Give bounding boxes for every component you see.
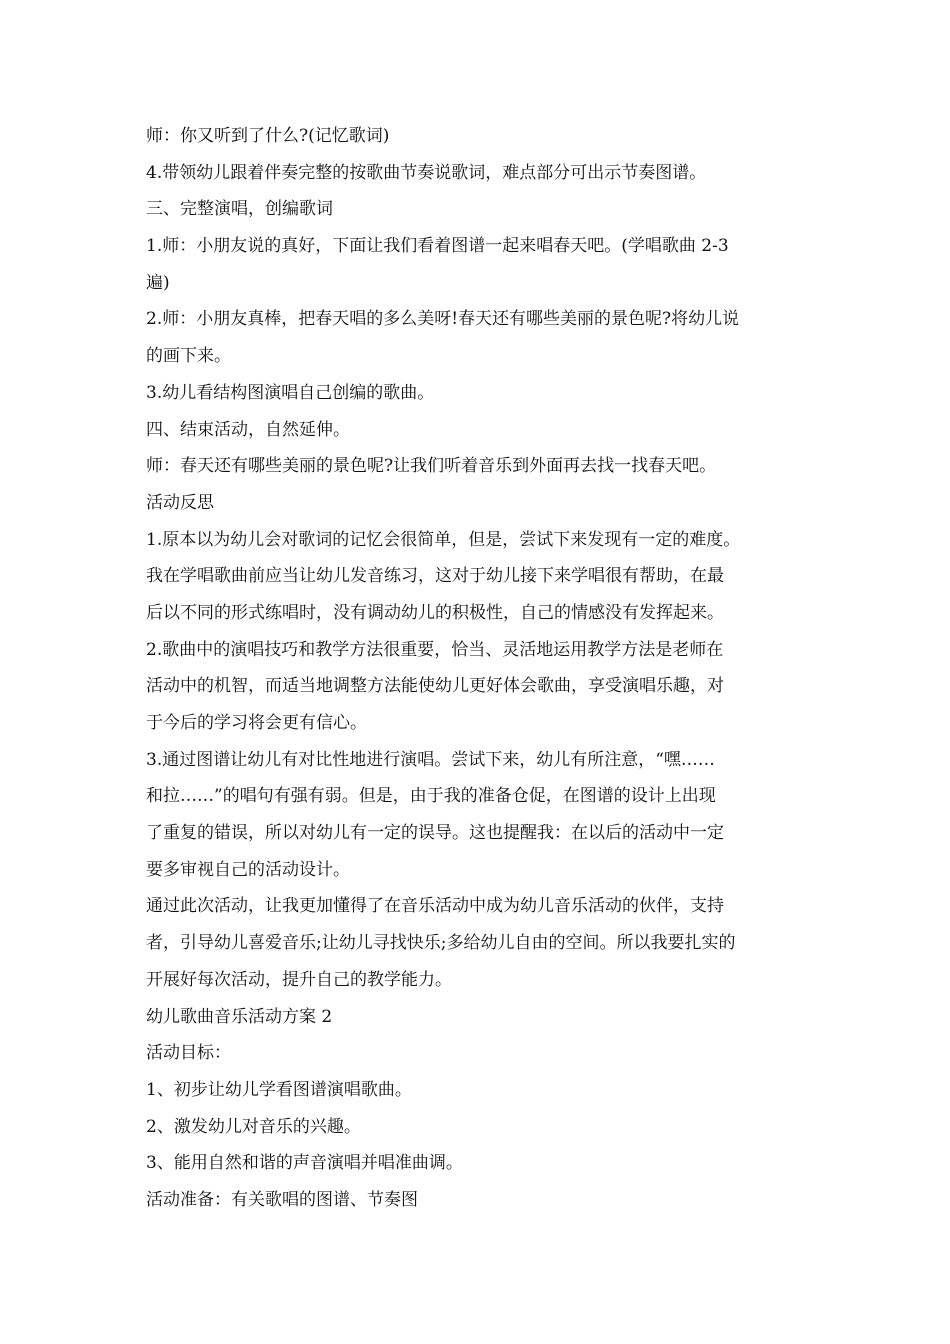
section-heading: 四、结束活动，自然延伸。 [146, 419, 350, 440]
list-item: 3、能用自然和谐的声音演唱并唱准曲调。 [146, 1153, 463, 1174]
text-line: 通过此次活动，让我更加懂得了在音乐活动中成为幼儿音乐活动的伙伴，支持 [146, 896, 724, 917]
text-line: 了重复的错误，所以对幼儿有一定的误导。这也提醒我：在以后的活动中一定 [146, 823, 724, 844]
text-line: 1.原本以为幼儿会对歌词的记忆会很简单，但是，尝试下来发现有一定的难度。 [146, 529, 741, 550]
text-line: 于今后的学习将会更有信心。 [146, 713, 367, 733]
text-line: 遍) [146, 272, 170, 293]
text-line: 活动准备：有关歌唱的图谱、节奏图 [146, 1189, 418, 1210]
text-line: 后以不同的形式练唱时，没有调动幼儿的积极性，自己的情感没有发挥起来。 [146, 602, 724, 623]
text-line: 和拉……”的唱句有强有弱。但是，由于我的准备仓促，在图谱的设计上出现 [146, 786, 716, 807]
text-line: 师：你又听到了什么?(记忆歌词) [146, 126, 390, 146]
text-line: 2.师：小朋友真棒，把春天唱的多么美呀!春天还有哪些美丽的景色呢?将幼儿说 [146, 309, 740, 330]
section-heading: 三、完整演唱，创编歌词 [146, 199, 333, 220]
section-heading: 活动目标： [146, 1043, 231, 1064]
section-heading: 活动反思 [146, 492, 214, 513]
text-line: 师：春天还有哪些美丽的景色呢?让我们听着音乐到外面再去找一找春天吧。 [146, 456, 717, 477]
list-item: 1、初步让幼儿学看图谱演唱歌曲。 [146, 1079, 412, 1100]
text-line: 我在学唱歌曲前应当让幼儿发音练习，这对于幼儿接下来学唱很有帮助，在最 [146, 566, 724, 587]
text-line: 者，引导幼儿喜爱音乐;让幼儿寻找快乐;多给幼儿自由的空间。所以我要扎实的 [146, 933, 736, 954]
text-line: 2.歌曲中的演唱技巧和教学方法很重要，恰当、灵活地运用教学方法是老师在 [146, 639, 724, 660]
text-line: 的画下来。 [146, 346, 231, 367]
list-item: 2、激发幼儿对音乐的兴趣。 [146, 1116, 361, 1137]
section-heading: 幼儿歌曲音乐活动方案 2 [146, 1006, 333, 1027]
text-line: 3.幼儿看结构图演唱自己创编的歌曲。 [146, 382, 435, 403]
text-line: 4.带领幼儿跟着伴奏完整的按歌曲节奏说歌词，难点部分可出示节奏图谱。 [146, 162, 707, 183]
text-line: 1.师：小朋友说的真好，下面让我们看着图谱一起来唱春天吧。(学唱歌曲 2-3 [146, 236, 729, 257]
text-line: 3.通过图谱让幼儿有对比性地进行演唱。尝试下来，幼儿有所注意，“嘿…… [146, 749, 715, 770]
document-page [146, 118, 810, 1219]
text-line: 开展好每次活动，提升自己的教学能力。 [146, 969, 452, 990]
text-line: 活动中的机智，而适当地调整方法能使幼儿更好体会歌曲，享受演唱乐趣，对 [146, 676, 724, 697]
text-line: 要多审视自己的活动设计。 [146, 859, 350, 880]
